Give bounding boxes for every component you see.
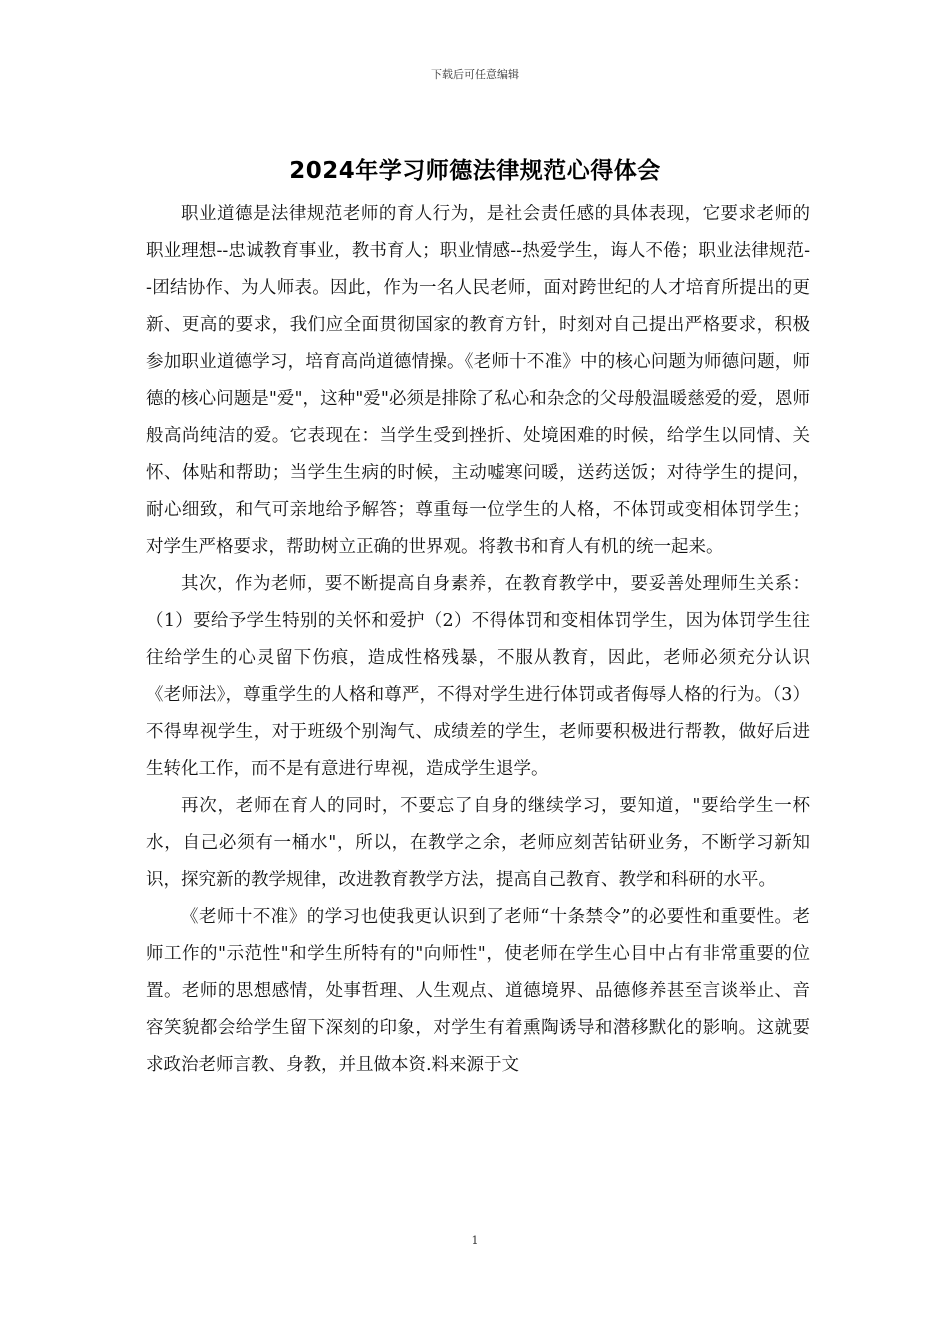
page-header: 下载后可任意编辑 bbox=[431, 68, 519, 81]
paragraph: 再次，老师在育人的同时，不要忘了自身的继续学习，要知道，"要给学生一杯水，自己必须有一桶水"，所以，在教学之余，老师应刻苦钻研业务，不断学习新知识，探究新的教学规律，改进教育教学方法，提高自己教育、教学和科研的水平。 bbox=[146, 796, 810, 890]
paragraph: 职业道德是法律规范老师的育人行为，是社会责任感的具体表现，它要求老师的职业理想--忠诚教育事业，教书育人；职业情感--热爱学生，诲人不倦；职业法律规范--团结协作、为人师表。因此，作为一名人民老师，面对跨世纪的人才培育所提出的更新、更高的要求，我们应全面贯彻国家的教育方针，时刻对自己提出严格要求，积极参加职业道德学习，培育高尚道德情操。《老师十不准》中的核心问题为师德问题，师德的核心问题是"爱"，这种"爱"必须是排除了私心和杂念的父母般温暖慈爱的爱，恩师般高尚纯洁的爱。它表现在：当学生受到挫折、处境困难的时候，给学生以同情、关怀、体贴和帮助；当学生生病的时候，主动嘘寒问暖，送药送饭；对待学生的提问，耐心细致，和气可亲地给予解答；尊重每一位学生的人格，不体罚或变相体罚学生；对学生严格要求，帮助树立正确的世界观。将教书和育人有机的统一起来。 bbox=[146, 204, 810, 557]
page-number: 1 bbox=[471, 1234, 479, 1247]
paragraph: 其次，作为老师，要不断提高自身素养，在教育教学中，要妥善处理师生关系：（1）要给予学生特别的关怀和爱护（2）不得体罚和变相体罚学生，因为体罚学生往往给学生的心灵留下伤痕，造成性格残暴，不服从教育，因此，老师必须充分认识《老师法》，尊重学生的人格和尊严，不得对学生进行体罚或者侮辱人格的行为。（3）不得卑视学生，对于班级个别淘气、成绩差的学生，老师要积极进行帮教，做好后进生转化工作，而不是有意进行卑视，造成学生退学。 bbox=[146, 574, 810, 779]
paragraph: 《老师十不准》的学习也使我更认识到了老师“十条禁令”的必要性和重要性。老师工作的"示范性"和学生所特有的"向师性"，使老师在学生心目中占有非常重要的位置。老师的思想感情，处事哲理、人生观点、道德境界、品德修养甚至言谈举止、音容笑貌都会给学生留下深刻的印象，对学生有着熏陶诱导和潜移默化的影响。这就要求政治老师言教、身教，并且做本资.料来源于文 bbox=[146, 907, 810, 1075]
document-title: 2024年学习师德法律规范心得体会 bbox=[289, 158, 661, 184]
document-body bbox=[146, 196, 810, 1084]
